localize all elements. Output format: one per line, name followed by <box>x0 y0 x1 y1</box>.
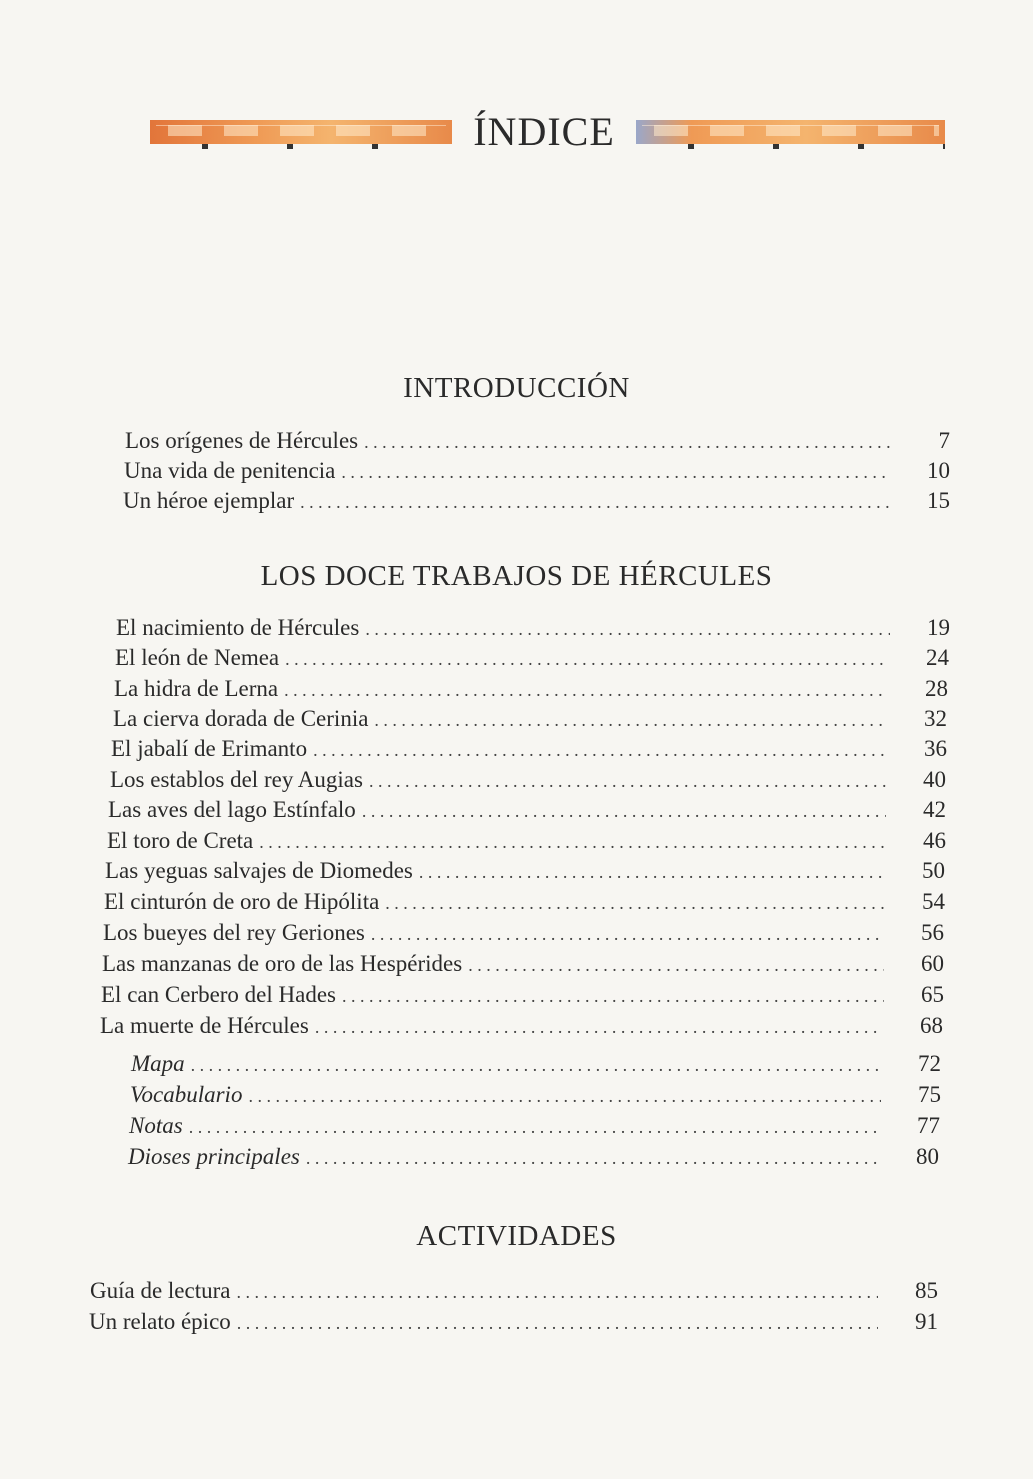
toc-entry-label: La cierva dorada de Cerinia <box>113 706 369 731</box>
toc-entry-page: 36 <box>924 736 947 761</box>
page-title: ÍNDICE <box>473 109 615 154</box>
dot-leader <box>341 457 890 487</box>
dot-leader <box>306 1143 879 1173</box>
toc-entry-label: Los bueyes del rey Geriones <box>103 920 365 945</box>
toc-entry-page: 91 <box>915 1309 938 1334</box>
toc-entry-page: 42 <box>923 797 946 822</box>
toc-entry[interactable] <box>105 856 945 886</box>
toc-entry-page: 40 <box>923 767 946 792</box>
dot-leader <box>419 857 885 887</box>
toc-extra-entry[interactable] <box>130 1080 941 1110</box>
toc-entry-page: 10 <box>927 458 950 483</box>
dot-leader <box>374 705 887 735</box>
toc-entry[interactable] <box>89 1307 938 1337</box>
toc-entry[interactable] <box>90 1276 938 1306</box>
toc-entry-page: 80 <box>916 1144 939 1169</box>
dot-leader <box>236 1277 878 1307</box>
toc-entry-page: 32 <box>924 706 947 731</box>
toc-entry-label: Las aves del lago Estínfalo <box>108 797 356 822</box>
index-title-row <box>150 108 945 158</box>
toc-entry-page: 28 <box>925 676 948 701</box>
toc-entry[interactable] <box>113 704 947 734</box>
toc-entry-label: Los establos del rey Augias <box>110 767 363 792</box>
toc-entry-page: 54 <box>922 889 945 914</box>
toc-entry[interactable] <box>103 918 944 948</box>
dot-leader <box>284 675 888 705</box>
dot-leader <box>300 487 890 517</box>
dot-leader <box>385 888 885 918</box>
dot-leader <box>237 1308 878 1338</box>
greek-key-band-right <box>636 120 945 144</box>
toc-entry-label: Un relato épico <box>89 1309 231 1334</box>
dot-leader <box>365 614 890 644</box>
toc-entry[interactable] <box>107 826 946 856</box>
dot-leader <box>189 1112 880 1142</box>
toc-entry[interactable] <box>101 980 944 1010</box>
toc-entry[interactable] <box>124 456 950 486</box>
toc-entry-page: 85 <box>915 1278 938 1303</box>
toc-entry[interactable] <box>110 765 946 795</box>
toc-entry-label: Vocabulario <box>130 1082 243 1107</box>
dot-leader <box>362 796 886 826</box>
toc-entry[interactable] <box>108 795 946 825</box>
toc-entry-label: El nacimiento de Hércules <box>116 615 360 640</box>
toc-entry[interactable] <box>100 1011 943 1041</box>
toc-entry-label: El jabalí de Erimanto <box>111 736 308 761</box>
dot-leader <box>369 766 886 796</box>
toc-entry-page: 65 <box>921 982 944 1007</box>
dot-leader <box>259 827 886 857</box>
toc-entry-label: La muerte de Hércules <box>100 1013 309 1038</box>
toc-entry-page: 50 <box>922 858 945 883</box>
toc-entry-page: 68 <box>920 1013 943 1038</box>
toc-entry-page: 60 <box>921 951 944 976</box>
toc-extra-entry[interactable] <box>131 1049 941 1079</box>
toc-entry[interactable] <box>123 486 950 516</box>
toc-entry-label: Los orígenes de Hércules <box>125 428 359 453</box>
toc-entry-label: El can Cerbero del Hades <box>101 982 337 1007</box>
toc-entry-label: Mapa <box>131 1051 185 1076</box>
dot-leader <box>342 981 884 1011</box>
dot-leader <box>315 1012 883 1042</box>
section-heading-doce-trabajos: LOS DOCE TRABAJOS DE HÉRCULES <box>260 560 773 592</box>
toc-entry-label: El cinturón de oro de Hipólita <box>104 889 380 914</box>
toc-entry-label: Un héroe ejemplar <box>123 488 295 513</box>
toc-entry[interactable] <box>125 426 950 456</box>
toc-entry[interactable] <box>104 887 945 917</box>
toc-extra-entry[interactable] <box>129 1111 940 1141</box>
toc-entry-label: Una vida de penitencia <box>124 458 336 483</box>
dot-leader <box>248 1081 881 1111</box>
toc-entry-label: El toro de Creta <box>107 828 254 853</box>
toc-entry-label: Notas <box>129 1113 183 1138</box>
section-heading-introduccion: INTRODUCCIÓN <box>403 372 630 404</box>
toc-entry-page: 72 <box>918 1051 941 1076</box>
toc-entry[interactable] <box>111 734 947 764</box>
toc-entry-label: Guía de lectura <box>90 1278 231 1303</box>
dot-leader <box>364 427 890 457</box>
toc-entry[interactable] <box>115 643 949 673</box>
toc-entry-label: La hidra de Lerna <box>114 676 279 701</box>
toc-entry[interactable] <box>114 674 948 704</box>
toc-entry-label: Dioses principales <box>128 1144 300 1169</box>
toc-entry-page: 46 <box>923 828 946 853</box>
toc-entry-label: Las yeguas salvajes de Diomedes <box>105 858 413 883</box>
toc-entry[interactable] <box>116 613 950 643</box>
toc-entry-page: 56 <box>921 920 944 945</box>
toc-entry-page: 24 <box>926 645 949 670</box>
toc-entry-page: 15 <box>927 488 950 513</box>
section-heading-actividades: ACTIVIDADES <box>416 1220 617 1252</box>
toc-entry-page: 75 <box>918 1082 941 1107</box>
greek-key-band-left <box>150 120 452 144</box>
toc-entry-label: Las manzanas de oro de las Hespérides <box>102 951 463 976</box>
dot-leader <box>313 735 887 765</box>
toc-entry-label: El león de Nemea <box>115 645 280 670</box>
toc-entry-page: 77 <box>917 1113 940 1138</box>
toc-extra-entry[interactable] <box>128 1142 939 1172</box>
toc-entry[interactable] <box>102 949 944 979</box>
dot-leader <box>371 919 884 949</box>
dot-leader <box>285 644 889 674</box>
toc-entry-page: 19 <box>927 615 950 640</box>
toc-entry-page: 7 <box>938 428 950 453</box>
dot-leader <box>191 1050 881 1080</box>
dot-leader <box>468 950 884 980</box>
